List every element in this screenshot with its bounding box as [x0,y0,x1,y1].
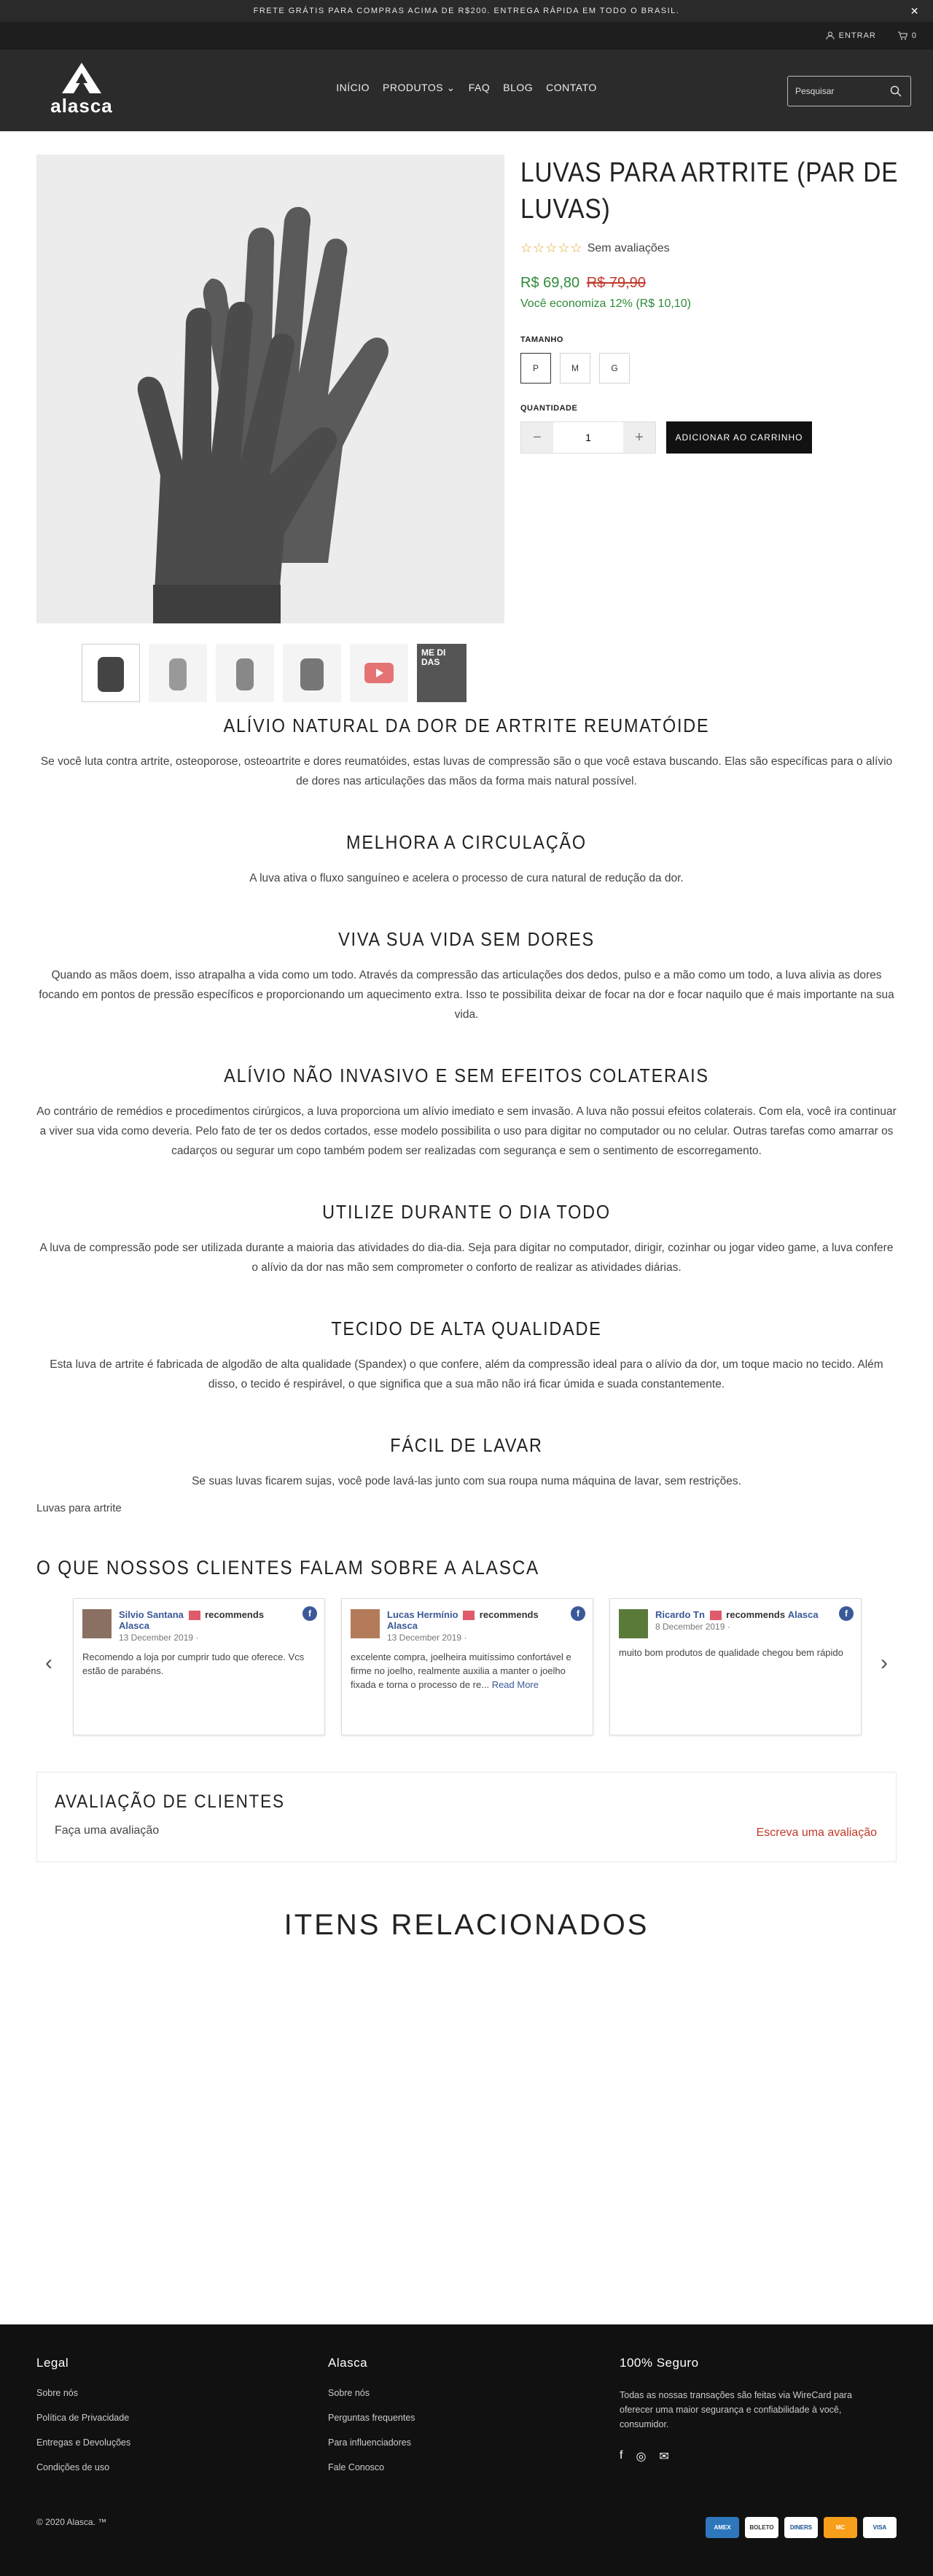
product-info [520,155,899,454]
cart-count: 0 [911,31,917,40]
section-text: Esta luva de artrite é fabricada de algodão de alta qualidade (Spandex) o que confere, além da compressão ideal para o alívio da dor, um toque macio no tecido. Além disso, o tecido é respirável, o que significa que a sua mão não irá ficar úmida e suada constantemente. [50,1358,883,1390]
social-links [620,2449,882,2464]
description-section [36,1434,897,1491]
footer-heading: Legal [36,2356,69,2370]
description-section [36,831,897,888]
nav-contato[interactable]: CONTATO [546,82,597,93]
section-text: Se você luta contra artrite, osteoporose, osteoartrite e dores reumatóides, estas luvas de compressão são o que você estava buscando. Elas são específicas para o alívio de dores nas articulações das mãos da forma mais natural possível. [40,755,893,787]
thumbnail[interactable] [149,644,207,702]
avatar [351,1609,380,1638]
gloves-note: Luvas para artrite [36,1502,122,1514]
section-text: A luva de compressão pode ser utilizada durante a maioria das atividades do dia-dia. Seja para digitar no computador, dirigir, cozinhar ou jogar video game, a luva confere o alívio da dor nas mão sem comprometer o conforto de realizar as atividades diárias. [39,1242,894,1274]
product-section [0,131,933,715]
recommend-badge-icon [189,1611,200,1620]
recommend-badge-icon [710,1611,722,1620]
facebook-icon[interactable]: f [620,2449,623,2462]
thumbnail[interactable] [216,644,274,702]
glove-thumb-icon [223,651,267,695]
section-title: ALÍVIO NATURAL DA DOR DE ARTRITE REUMATÓIDE [223,715,710,736]
recommends-text: recommends [726,1609,786,1620]
read-more-link[interactable]: Read More [491,1679,539,1691]
customer-reviews [36,1772,897,1862]
product-rating[interactable] [520,241,899,256]
product-description [36,715,897,1514]
visa-icon: VISA [863,2517,897,2538]
play-icon [364,663,394,683]
mastercard-icon: MC [824,2517,857,2538]
footer-heading: Alasca [328,2356,368,2370]
increase-quantity-button[interactable]: + [623,422,655,453]
site-header [0,50,933,131]
reviews-title: AVALIAÇÃO DE CLIENTES [55,1791,285,1812]
footer-link[interactable]: Fale Conosco [328,2462,385,2472]
description-section [36,1318,897,1394]
thumbnail-text: ME DI DAS [421,647,446,667]
related-title: ITENS RELACIONADOS [284,1909,649,1941]
brand-link[interactable]: Alasca [119,1620,149,1632]
thumbnail-measurements[interactable] [417,644,466,702]
product-thumbnails [82,644,466,702]
chevron-down-icon: ⌄ [446,82,456,93]
recommends-text: recommends [205,1609,265,1620]
footer-heading: 100% Seguro [620,2356,699,2370]
section-text: A luva ativa o fluxo sanguíneo e acelera o processo de cura natural de redução da dor. [249,872,684,884]
quantity-row [520,421,899,454]
decrease-quantity-button[interactable]: − [521,422,553,453]
glove-thumb-icon [156,651,200,695]
close-icon[interactable]: ✕ [910,5,920,17]
glove-thumb-icon [290,651,334,695]
carousel-prev-icon[interactable]: ‹ [45,1651,52,1675]
section-title: TECIDO DE ALTA QUALIDADE [331,1318,602,1339]
cart-link[interactable] [898,31,917,40]
description-section [36,1065,897,1161]
footer-link[interactable]: Política de Privacidade [36,2413,130,2423]
thumbnail[interactable] [283,644,341,702]
section-text: Quando as mãos doem, isso atrapalha a vida como um todo. Através da compressão das articulações dos dedos, pulso e a mão como um todo, a luva alivia as dores focando em pontos de pressão específicos e proporcionando um aquecimento extra. Isso te possibilita deixar de focar na dor e focar naquilo que é mais importante na sua vida. [39,969,894,1021]
avatar [619,1609,648,1638]
footer-link[interactable]: Condições de uso [36,2462,110,2472]
testimonial-card [341,1598,593,1735]
instagram-icon[interactable]: ◎ [636,2451,647,2463]
testimonial-cards [73,1598,862,1735]
card-header [82,1609,316,1643]
card-header [619,1609,852,1638]
quantity-input[interactable] [553,422,623,453]
review-date: 13 December 2019 · [119,1633,199,1643]
cart-icon [898,31,907,40]
utility-bar [0,22,933,50]
nav-produtos-label: PRODUTOS [383,82,444,93]
testimonial-card [73,1598,325,1735]
logo-wordmark: alasca [50,95,113,117]
section-title: FÁCIL DE LAVAR [390,1434,543,1456]
facebook-icon: f [302,1606,317,1621]
description-section [36,1201,897,1277]
review-text: muito bom produtos de qualidade chegou bem rápido [619,1647,843,1658]
size-option-g[interactable]: G [599,353,630,384]
footer-alasca [328,2356,576,2487]
quantity-stepper [520,421,656,454]
video-thumbnail[interactable] [350,644,408,702]
reviewer-name[interactable]: Silvio Santana [119,1609,184,1620]
nav-produtos[interactable] [383,82,456,94]
section-title: VIVA SUA VIDA SEM DORES [338,928,595,950]
size-option-m[interactable]: M [560,353,590,384]
announcement-text: FRETE GRÁTIS PARA COMPRAS ACIMA DE R$200. ENTREGA RÁPIDA EM TODO O BRASIL. [253,7,680,15]
copyright: © 2020 Alasca. ™ [36,2517,107,2527]
nav-blog[interactable]: BLOG [503,82,534,93]
card-header [351,1609,584,1643]
review-text-body: excelente compra, joelheira muitíssimo confortável e firme no joelho, realmente auxilia a manter o joelho fixada e torna o processo de re... [351,1651,571,1691]
size-label: TAMANHO [520,335,563,344]
nav-inicio[interactable]: INÍCIO [336,82,370,93]
user-icon [826,31,835,40]
testimonials-carousel [36,1598,897,1737]
footer-secure-text: Todas as nossas transações são feitas via WireCard para oferecer uma maior segurança e confiabilidade à você, consumidor. [620,2390,852,2429]
section-title: UTILIZE DURANTE O DIA TODO [322,1201,611,1223]
reviews-subtitle: Faça uma avaliação [55,1824,160,1837]
testimonial-card [609,1598,862,1735]
size-selector [520,353,899,384]
reviewer-name[interactable]: Ricardo Tn [655,1609,705,1620]
reviews-count: Sem avaliações [587,241,670,254]
footer-legal [36,2356,284,2487]
login-label: ENTRAR [838,31,876,40]
description-section [36,928,897,1024]
site-footer [0,2324,933,2576]
product-main-image[interactable] [36,155,504,623]
section-text: Ao contrário de remédios e procedimentos cirúrgicos, a luva proporciona um alívio imediato e sem invasão. A luva não possui efeitos colaterais. Com ela, você ira continuar a viver sua vida como deveria. Pelo fato de ter os dedos cortados, esse modelo possibilita o uso para digitar no computador ou no celular. Outras tarefas como amarrar os cadarços ou segurar um copo também podem ser realizadas com segurança e sem o sentimento de escorregamento. [36,1105,897,1157]
footer-link[interactable]: Perguntas frequentes [328,2413,415,2423]
review-text [351,1650,584,1692]
footer-link[interactable]: Entregas e Devoluções [36,2437,131,2448]
quantity-label: QUANTIDADE [520,404,578,413]
announcement-bar [0,0,933,22]
recommends-text: recommends [479,1609,539,1620]
facebook-icon: f [839,1606,854,1621]
search-input[interactable] [795,86,890,96]
section-text: Se suas luvas ficarem sujas, você pode lavá-las junto com sua roupa numa máquina de lavar, sem restrições. [192,1475,741,1487]
price-block [520,275,899,292]
review-date: 13 December 2019 · [387,1633,467,1643]
write-review-link[interactable]: Escreva uma avaliação [756,1826,877,1839]
star-rating-icon: ☆☆☆☆☆ [520,241,583,255]
description-section [36,715,897,791]
search-icon[interactable] [890,85,902,97]
footer-link[interactable]: Sobre nós [36,2388,78,2398]
diners-icon: DINERS [784,2517,818,2538]
amex-icon: AMEX [706,2517,739,2538]
recommend-badge-icon [463,1611,475,1620]
footer-link[interactable]: Para influenciadores [328,2437,411,2448]
email-icon[interactable]: ✉ [659,2451,669,2463]
glove-thumb-icon [89,651,133,695]
brand-link[interactable]: Alasca [387,1620,418,1632]
search-box [787,76,911,106]
boleto-icon: BOLETO [745,2517,778,2538]
size-option-p[interactable]: P [520,353,551,384]
review-text: Recomendo a loja por cumprir tudo que oferece. Vcs estão de parabéns. [82,1651,305,1677]
footer-secure [620,2356,882,2464]
product-title: LUVAS PARA ARTRITE (PAR DE LUVAS) [520,157,899,225]
brand-link[interactable]: Alasca [787,1609,819,1620]
reviewer-name[interactable]: Lucas Hermínio [387,1609,458,1620]
savings-text: Você economiza 12% (R$ 10,10) [520,297,691,310]
review-date: 8 December 2019 · [655,1622,730,1633]
footer-link[interactable]: Sobre nós [328,2388,370,2398]
facebook-icon: f [571,1606,585,1621]
current-price: R$ 69,80 [520,275,580,291]
nav-faq[interactable]: FAQ [468,82,491,93]
section-title: ALÍVIO NÃO INVASIVO E SEM EFEITOS COLATERAIS [224,1065,709,1086]
section-title: MELHORA A CIRCULAÇÃO [346,831,587,853]
avatar [82,1609,112,1638]
compare-price: R$ 79,90 [586,275,646,291]
testimonials-title: O QUE NOSSOS CLIENTES FALAM SOBRE A ALASCA [36,1557,540,1579]
gloves-image [36,155,504,623]
carousel-next-icon[interactable]: › [881,1651,888,1675]
login-link[interactable] [826,31,876,40]
add-to-cart-button[interactable]: ADICIONAR AO CARRINHO [666,421,812,454]
thumbnail[interactable] [82,644,140,702]
payment-methods [706,2517,897,2538]
